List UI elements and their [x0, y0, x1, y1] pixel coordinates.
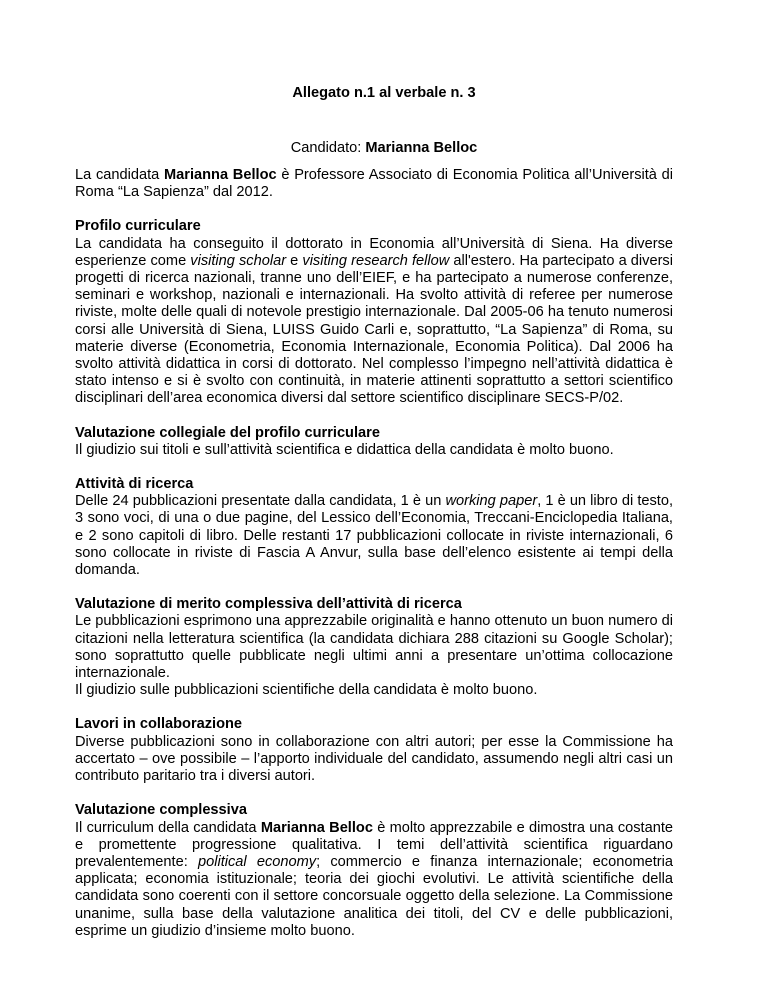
section-collaborazione	[75, 716, 673, 785]
text-run: Delle 24 pubblicazioni presentate dalla candidata, 1 è un	[75, 493, 446, 510]
text-run: , 1 è un libro di testo, 3 sono voci, di una o due pagine, del Lessico dell’Economia, Treccani-Enciclopedia Italiana, e 2 sono capitoli di libro. Delle restanti 17 pubblicazioni collocate in riviste internazionali, 6 sono collocate in riviste di Fascia A Anvur, sulla base dell’elenco esistente ai tempi della domanda.	[75, 493, 674, 579]
text-run: ; commercio e finanza internazionale; econometria applicata; economia istituzionale; teoria dei giochi evolutivi. Le attività scientifiche della candidata sono coerenti con il settore concorsuale oggetto della selezione. La Commissione unanime, sulla base della valutazione analitica dei titoli, del CV e delle pubblicazioni, esprime un giudizio d’insieme molto buono.	[75, 853, 673, 939]
italic-term: visiting scholar	[190, 252, 287, 269]
italic-term: working paper	[445, 493, 538, 510]
section-heading: Attività di ricerca	[75, 476, 194, 493]
section-heading: Valutazione complessiva	[75, 802, 247, 819]
section-paragraph	[75, 820, 673, 940]
intro-candidate-name: Marianna Belloc	[164, 167, 277, 183]
section-paragraph: Diverse pubblicazioni sono in collaborazione con altri autori; per esse la Commissione ha accertato – ove possibile – l’apporto individuale del candidato, assumendo negli altri casi un contributo paritario tra i diversi autori.	[75, 733, 673, 785]
candidate-line	[0, 139, 768, 157]
text-run: La candidata ha conseguito il dottorato in Economia all’Università di Siena. Ha diverse esperienze come	[75, 235, 673, 269]
document-body	[75, 167, 673, 957]
text-run: è molto apprezzabile e dimostra una costante e promettente progressione qualitativa. I temi dell’attività scientifica riguardano prevalentemente:	[75, 819, 673, 870]
candidate-name-inline: Marianna Belloc	[260, 819, 373, 836]
section-paragraph	[75, 493, 673, 579]
section-paragraph	[75, 236, 673, 408]
intro-text-rest: è Professore Associato di Economia Politica all’Università di Roma “La Sapienza” dal 2012.	[75, 167, 674, 201]
text-run: e	[286, 252, 303, 269]
section-heading: Valutazione di merito complessiva dell’attività di ricerca	[75, 596, 462, 613]
text-run: Il curriculum della candidata	[75, 819, 261, 836]
section-paragraph: Le pubblicazioni esprimono una apprezzabile originalità e hanno ottenuto un buon numero di citazioni nella letteratura scientifica (la candidata dichiara 288 citazioni su Google Scholar); sono soprattutto quelle pubblicate negli ultimi anni a presentare un’ottima collocazione internazionale.	[75, 613, 673, 682]
section-paragraph: Il giudizio sui titoli e sull’attività scientifica e didattica della candidata è molto buono.	[75, 441, 614, 458]
candidate-name: Marianna Belloc	[365, 140, 478, 156]
text-run: all'estero. Ha partecipato a diversi progetti di ricerca nazionali, tranne uno dell’EIEF, e ha partecipato a numerose conferenze, seminari e workshop, nazionali e internazionali. Ha svolto attività di referee per numerose riviste, molte delle quali di notevole prestigio internazionale. Dal 2005-06 ha tenuto numerosi corsi alle Università di Siena, LUISS Guido Carli e, soprattutto, “La Sapienza” di Roma, su materie diverse (Econometria, Economia Internazionale, Economia Politica). Dal 2006 ha svolto attività didattica in corsi di dottorato. Nel complesso l’impegno nell’attività didattica è stato intenso e si è svolto con continuità, in materie attinenti soprattutto a settori scientifico disciplinari dell’area economica diversi dal settore scientifico disciplinare SECS-P/02.	[75, 252, 673, 407]
section-attivita	[75, 476, 673, 579]
section-complessiva	[75, 802, 673, 940]
section-merito	[75, 596, 673, 699]
section-heading: Lavori in collaborazione	[75, 716, 243, 733]
intro-text: La candidata	[75, 167, 164, 183]
intro-paragraph	[75, 167, 673, 201]
candidate-label: Candidato:	[290, 140, 366, 156]
section-valutazione-profilo	[75, 425, 673, 459]
document-title: Allegato n.1 al verbale n. 3	[292, 85, 476, 101]
section-heading: Valutazione collegiale del profilo curriculare	[75, 424, 380, 441]
italic-term: political economy	[197, 853, 317, 870]
italic-term: visiting research fellow	[302, 252, 450, 269]
section-profilo	[75, 218, 673, 407]
section-paragraph: Il giudizio sulle pubblicazioni scientifiche della candidata è molto buono.	[75, 682, 538, 699]
section-heading: Profilo curriculare	[75, 218, 201, 235]
